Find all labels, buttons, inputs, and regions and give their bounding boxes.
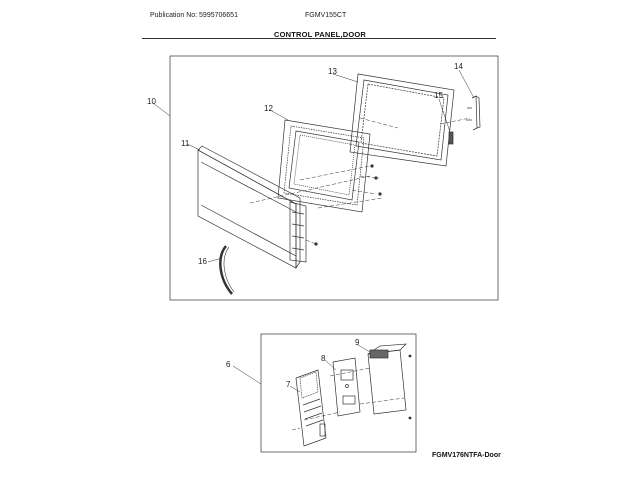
part-12-inner-door-frame	[278, 120, 370, 212]
part-11-outer-door	[198, 146, 306, 268]
model-number: FGMV155CT	[305, 12, 347, 19]
alignment-lines	[250, 118, 470, 244]
part-16-door-handle	[220, 246, 234, 294]
drawing-id: FGMV176NTFA-Door	[432, 452, 501, 459]
callout-7: 7	[286, 380, 291, 389]
callout-11: 11	[181, 139, 190, 148]
callout-16: 16	[198, 257, 207, 266]
part-8-control-board	[333, 358, 360, 416]
part-9-control-bracket	[368, 344, 406, 414]
callout-15: 15	[434, 91, 443, 100]
callout-8: 8	[321, 354, 326, 363]
callout-13: 13	[328, 67, 337, 76]
part-13-door-seal	[350, 74, 454, 166]
callout-10: 10	[147, 97, 156, 106]
leader-lines	[153, 70, 474, 392]
callout-12: 12	[264, 104, 273, 113]
control-panel-assembly-frame	[261, 334, 416, 452]
part-15-latch-clip	[449, 132, 453, 144]
section-title: CONTROL PANEL,DOOR	[273, 30, 367, 39]
publication-number: Publication No: 5995706651	[150, 12, 238, 19]
part-14-hinge-bracket	[466, 96, 480, 130]
callout-14: 14	[454, 62, 463, 71]
callout-6: 6	[226, 360, 231, 369]
part-7-control-panel	[296, 370, 326, 446]
control-alignment-lines	[292, 368, 404, 430]
callout-9: 9	[355, 338, 360, 347]
